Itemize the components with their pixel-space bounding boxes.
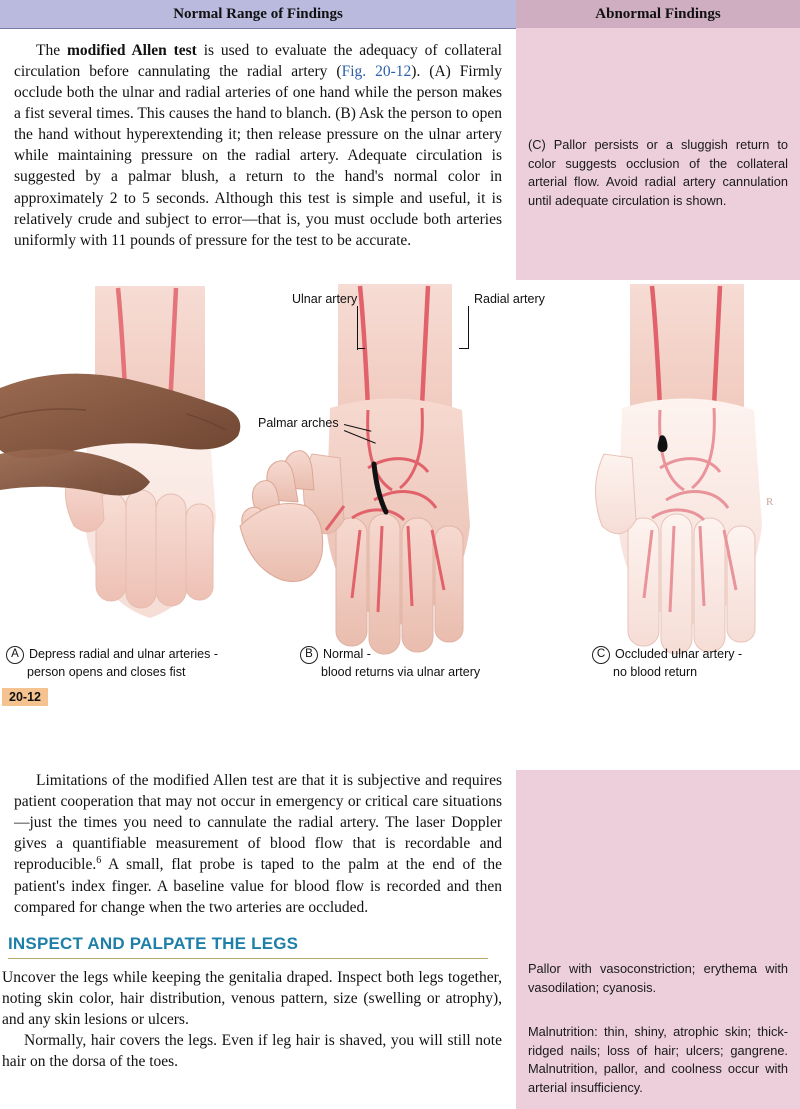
figure-20-12 [0, 268, 800, 708]
abnormal-finding-block-2 [516, 770, 800, 1009]
artist-signature-label: R [766, 496, 774, 508]
abnormal-finding-text-1: (C) Pallor persists or a sluggish return to color suggests occlusion of the collateral arterial flow. Avoid radial artery cannulation until adequate circulation is shown. [528, 137, 788, 208]
leader-line-radial [468, 306, 469, 348]
panel-letter-a: A [6, 646, 24, 664]
panel-letter-c: C [592, 646, 610, 664]
leader-line-ulnar [357, 306, 358, 350]
panel-caption-c-line1: Occluded ulnar artery - [615, 647, 743, 661]
paragraph-uncover-legs [0, 967, 516, 1030]
callout-palmar-arches-label: Palmar arches [258, 416, 339, 430]
figure-number-label: 20-12 [9, 690, 41, 704]
column-header-abnormal [516, 0, 800, 29]
panel-c-illustration [595, 284, 762, 654]
para1-lead: The [36, 42, 67, 59]
panel-letter-b: B [300, 646, 318, 664]
artist-signature [766, 496, 773, 508]
column-header-abnormal-label: Abnormal Findings [595, 5, 721, 22]
para1-rest: ). (A) Firmly occlude both the ulnar and radial arteries of one hand while the person makes a fist several times. This causes the hand to blanch. (B) Ask the person to open the hand without hyperextending it; then release pressure on the ulnar artery while maintaining pressure on the radial artery. Adequate circulation is suggested by a palmar blush, a return to the hand's normal color in approximately 2 to 5 seconds. Although this test is simple and useful, it is relatively crude and subject to error—that is, you must occlude both arteries uniformly with 11 pounds of pressure for the test to be accurate. [14, 63, 502, 249]
panel-caption-c-line2: no blood return [613, 665, 698, 679]
para4-text: Normally, hair covers the legs. Even if leg hair is shaved, you will still note hair on the dorsa of the toes. [2, 1031, 502, 1071]
panel-caption-a-line2: person opens and closes fist [27, 665, 186, 679]
column-header-normal-label: Normal Range of Findings [173, 5, 343, 22]
callout-ulnar-artery-label: Ulnar artery [292, 292, 358, 306]
abnormal-finding-text-3: Malnutrition: thin, shiny, atrophic skin; thick-ridged nails; loss of hair; ulcers; gangrene. Malnutrition, pallor, and coolness occur with arterial insufficiency. [528, 1024, 788, 1095]
normal-column-bottom [0, 770, 516, 1072]
abnormal-finding-block-1 [516, 136, 800, 280]
footnote-marker: 6 [96, 855, 102, 867]
abnormal-column-bottom [516, 770, 800, 1096]
leader-line-radial-tick [459, 348, 469, 349]
figure-number-badge [2, 688, 48, 706]
abnormal-finding-text-2: Pallor with vasoconstriction; erythema with vasodilation; cyanosis. [528, 961, 788, 995]
para1-bold-term: modified Allen test [66, 42, 197, 59]
paragraph-allen-test [0, 40, 516, 251]
para1-mid: is used to evaluate the adequacy of collateral circulation before cannulating the radial artery ( [14, 42, 502, 81]
paragraph-hair-legs [0, 1030, 516, 1072]
para3-text: Uncover the legs while keeping the genitalia draped. Inspect both legs together, noting skin color, hair distribution, venous pattern, size (swelling or atrophy), and any skin lesions or ulcers. [2, 968, 502, 1028]
section-heading-legs [8, 934, 502, 954]
section-heading-legs-label: INSPECT AND PALPATE THE LEGS [8, 933, 299, 953]
abnormal-spacer-1 [516, 28, 800, 136]
panel-caption-b-line2: blood returns via ulnar artery [321, 665, 481, 679]
abnormal-finding-block-3 [516, 1009, 800, 1109]
panel-caption-a-line1: Depress radial and ulnar arteries - [29, 647, 218, 661]
panel-caption-b-line1: Normal - [323, 647, 371, 661]
callout-radial-artery-label: Radial artery [474, 292, 545, 306]
panel-caption-c [592, 646, 742, 680]
callout-palmar-arches [258, 416, 339, 430]
callout-radial-artery [474, 292, 545, 306]
abnormal-column-top [516, 28, 800, 280]
paragraph-limitations [0, 770, 516, 918]
panel-caption-b [300, 646, 480, 680]
leader-line-ulnar-tick [357, 348, 365, 349]
callout-ulnar-artery [292, 292, 357, 306]
panel-b-illustration [240, 284, 470, 654]
column-header-normal [0, 0, 516, 29]
figure-reference-link[interactable]: Fig. 20-12 [341, 63, 412, 81]
normal-column-top [0, 28, 516, 251]
para2-part-a: Limitations of the modified Allen test are that it is subjective and requires patient cooperation that may not occur in emergency or critical care situations—just the times you need to cannulate the radial artery. The laser Doppler gives a quantifiable measurement of blood flow that is recordable and reproducible. [14, 772, 502, 874]
panel-caption-a [6, 646, 218, 680]
figure-illustration [0, 268, 800, 708]
panel-a-illustration [0, 286, 240, 618]
para2-part-b: A small, flat probe is taped to the palm at the end of the patient's index finger. A baseline value for blood flow is recorded and then compared for change when the two arteries are occluded. [14, 856, 502, 916]
section-heading-rule [8, 958, 488, 959]
